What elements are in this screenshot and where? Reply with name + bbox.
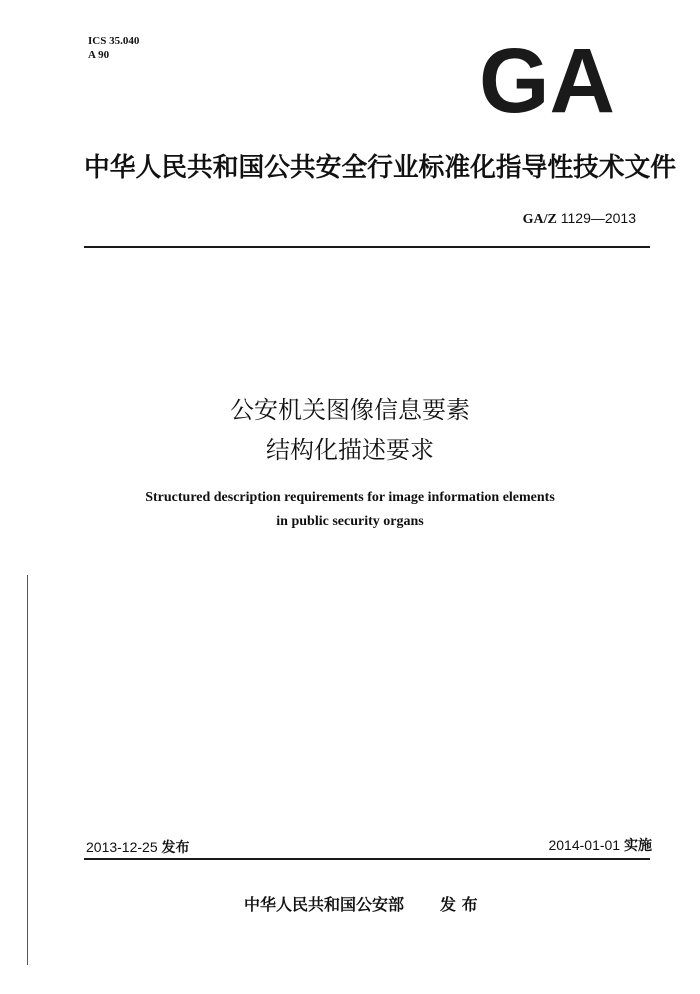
title-zh-line1: 公安机关图像信息要素: [230, 396, 470, 424]
standard-number-prefix: GA/Z: [522, 212, 557, 227]
title-zh-line2: 结构化描述要求: [266, 436, 434, 464]
issue-date-value: 2013-12-25: [86, 839, 158, 855]
ga-logo-text: GA: [479, 42, 615, 114]
standard-number: [523, 210, 636, 228]
issuing-body-name: 中华人民共和国公安部: [244, 895, 405, 914]
implementation-date-label: 实施: [624, 838, 652, 854]
issue-date: [86, 837, 190, 857]
ga-logo: [478, 42, 616, 114]
standard-number-value: 1129—2013: [560, 210, 636, 226]
issuer-title: 中华人民共和国公共安全行业标准化指导性技术文件: [84, 153, 677, 183]
implementation-date: [548, 835, 652, 855]
ccs-code: A 90: [88, 49, 110, 61]
binding-margin-line: [27, 575, 28, 965]
classification-codes: [88, 34, 139, 62]
implementation-date-value: 2014-01-01: [548, 837, 621, 853]
title-en-line2: in public security organs: [276, 514, 424, 529]
issue-date-label: 发布: [161, 840, 190, 856]
footer-divider: [84, 858, 650, 860]
header-divider: [84, 246, 650, 248]
issuing-body-action: 发 布: [440, 895, 478, 914]
issuing-body: [244, 892, 478, 915]
title-en-line1: Structured description requirements for image information elements: [145, 490, 555, 505]
ics-code: ICS 35.040: [88, 35, 140, 47]
